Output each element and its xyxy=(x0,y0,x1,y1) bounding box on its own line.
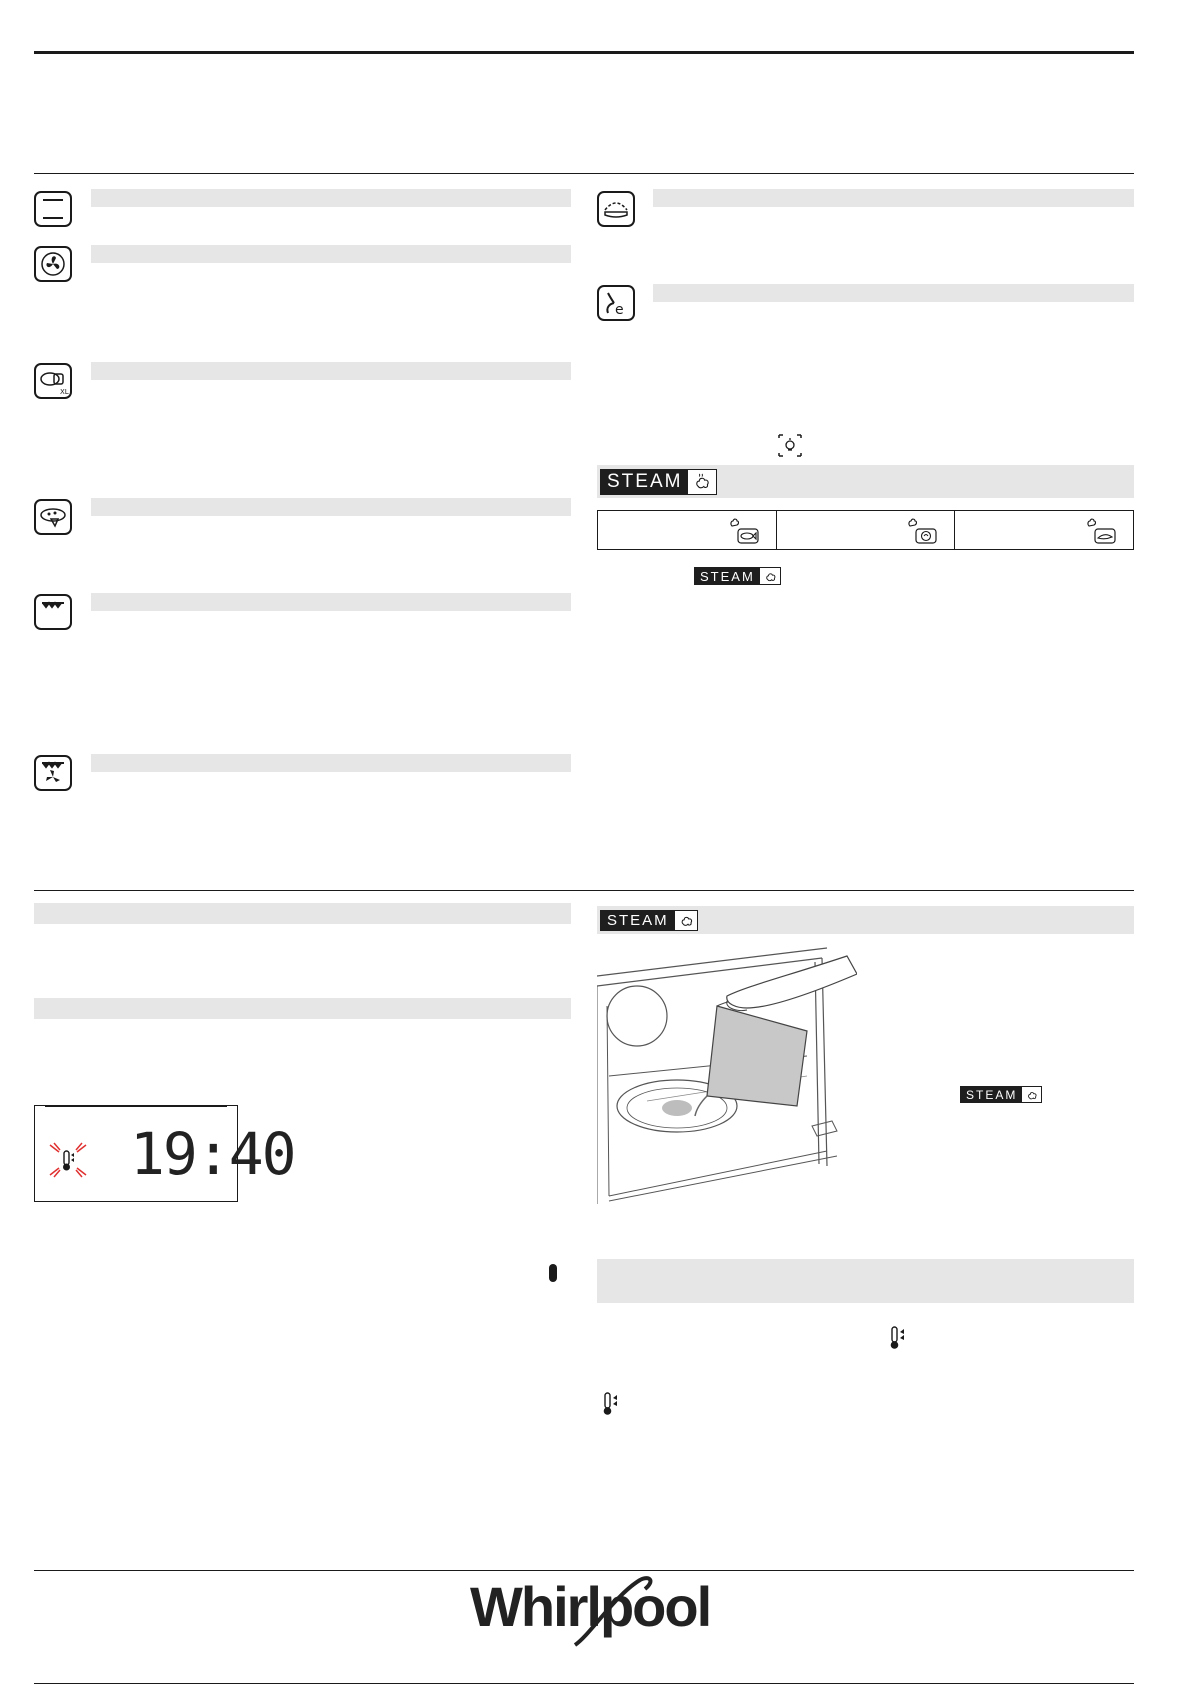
steam-meat-icon xyxy=(1085,517,1117,545)
clock-display xyxy=(34,1105,295,1202)
pizza-function-icon xyxy=(34,499,72,535)
oven-lamp-icon xyxy=(777,433,803,458)
svg-text:e: e xyxy=(615,302,624,318)
steam-option-meat xyxy=(955,511,1133,549)
maxi-cooking-xl-icon xyxy=(34,363,72,399)
keep-warm-icon xyxy=(597,191,635,227)
clock-time: 19:40 xyxy=(130,1120,295,1188)
thermometer-preheat-icon xyxy=(47,1140,89,1180)
steam-label: STEAM xyxy=(607,471,683,492)
svg-text:XL: XL xyxy=(60,388,69,396)
steam-icon xyxy=(760,568,780,584)
steam-label: STEAM xyxy=(966,1087,1018,1102)
logo-swoosh xyxy=(570,1575,660,1650)
section-header-bar xyxy=(91,498,571,516)
eco-forced-air-icon xyxy=(597,285,635,321)
section-header-bar xyxy=(91,189,571,207)
footer-rule xyxy=(34,1570,1134,1571)
steam-icon xyxy=(1022,1087,1041,1102)
steam-option-vegetables xyxy=(777,511,956,549)
steam-vegetables-icon xyxy=(906,517,938,545)
section-header-bar xyxy=(91,593,571,611)
thermometer-preheat-icon xyxy=(888,1325,910,1351)
steam-badge xyxy=(600,910,698,931)
steam-badge-inline xyxy=(960,1086,1042,1103)
steam-badge xyxy=(600,469,717,495)
turbo-grill-icon xyxy=(34,755,72,791)
knob-marker xyxy=(549,1264,557,1282)
section-header-bar xyxy=(34,903,571,924)
steam-option-fish xyxy=(598,511,777,549)
steam-options-table xyxy=(597,510,1134,550)
forced-air-fan-icon xyxy=(34,246,72,282)
section-header-bar xyxy=(34,998,571,1019)
section-header-bar xyxy=(653,284,1134,302)
thermometer-preheat-icon xyxy=(601,1391,623,1417)
page-bottom-rule xyxy=(34,1683,1134,1684)
section-header-bar xyxy=(91,362,571,380)
section-header-bar xyxy=(597,1259,1134,1303)
section-rule xyxy=(34,890,1134,891)
section-rule xyxy=(34,173,1134,174)
steam-icon xyxy=(688,470,716,494)
section-header-bar xyxy=(91,245,571,263)
section-header-bar xyxy=(91,754,571,772)
steam-badge-inline xyxy=(694,567,781,585)
steam-fish-icon xyxy=(728,517,760,545)
grill-icon xyxy=(34,594,72,630)
steam-label: STEAM xyxy=(700,568,755,584)
section-header-bar xyxy=(653,189,1134,207)
conventional-oven-icon xyxy=(34,191,72,227)
steam-icon xyxy=(675,911,697,930)
steam-label: STEAM xyxy=(607,912,669,929)
top-rule xyxy=(34,51,1134,54)
whirlpool-logo: Whirlpool xyxy=(470,1575,711,1638)
oven-water-pour-illustration xyxy=(597,946,857,1204)
